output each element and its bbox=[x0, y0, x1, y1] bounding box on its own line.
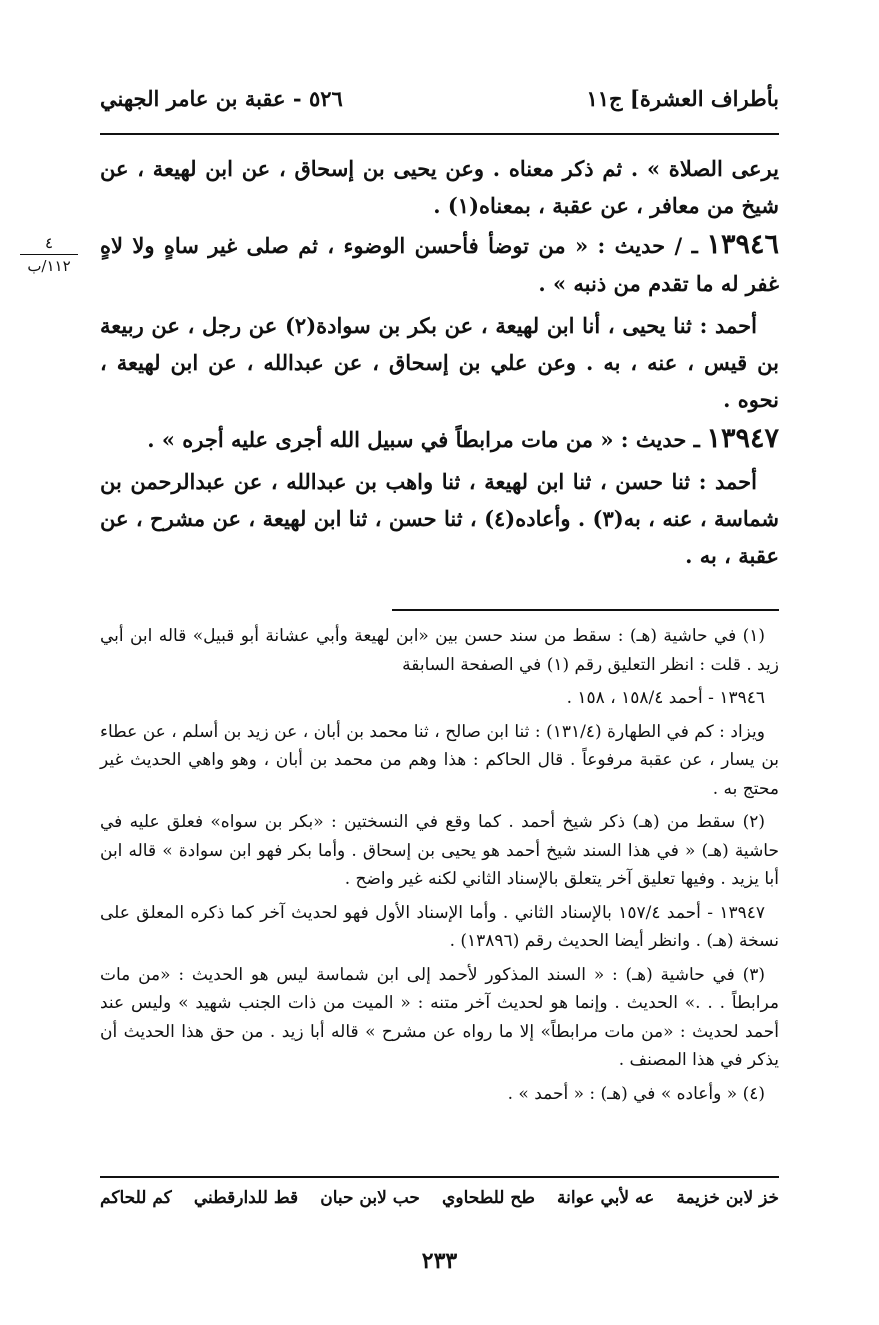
footer-rule bbox=[100, 1176, 779, 1178]
abbr-item: عه لأبي عوانة bbox=[557, 1188, 655, 1208]
isnad-paragraph: أحمد : ثنا يحيى ، أنا ابن لهيعة ، عن بكر بن سوادة(٢) عن رجل ، عن ربيعة بن قيس ، عنه ، به . وعن علي بن إسحاق ، عن عبدالله ، عن ابن لهيعة ، نحوه . bbox=[100, 313, 779, 412]
running-header bbox=[100, 86, 779, 126]
header-rule bbox=[100, 133, 779, 135]
main-text bbox=[100, 150, 779, 574]
abbr-item: خز لابن خزيمة bbox=[676, 1188, 779, 1208]
header-chapter-title: ٥٢٦ - عقبة بن عامر الجهني bbox=[100, 86, 343, 111]
header-volume-title: بأطراف العشرة] ج١١ bbox=[586, 86, 779, 111]
footnote-1: (١) في حاشية (هـ) : سقط من سند حسن بين «ابن لهيعة وأبي عشانة أبو قبيل» قاله ابن أبي زيد . قلت : انظر التعليق رقم (١) في الصفحة السابقة bbox=[100, 626, 779, 675]
margin-note-bottom: ١١٢/ب bbox=[27, 257, 71, 275]
abbr-item: كم للحاكم bbox=[100, 1188, 172, 1208]
hadith-13946 bbox=[100, 226, 779, 303]
hadith-number: ١٣٩٤٧ bbox=[706, 423, 779, 454]
footnotes bbox=[100, 622, 779, 1113]
footnote-2: (٢) سقط من (هـ) ذكر شيخ أحمد . كما وقع في النسختين : «بكر بن سواه» فعلق عليه في حاشية (هـ) « في هذا السند شيخ أحمد هو يحيى بن إسحاق . وأما بكر فهو ابن سوادة » قاله ابن أبا يزيد . وفيها تعليق آخر يتعلق بالإسناد الثاني لكنه غير واضح . bbox=[100, 812, 779, 889]
margin-note-top: ٤ bbox=[20, 234, 78, 255]
hadith-number: ١٣٩٤٦ bbox=[706, 229, 779, 260]
margin-folio-note bbox=[20, 234, 78, 275]
footnote-4: (٤) « وأعاده » في (هـ) : « أحمد » . bbox=[507, 1083, 765, 1104]
abbr-item: حب لابن حبان bbox=[320, 1188, 420, 1208]
abbr-item: قط للدارقطني bbox=[193, 1188, 299, 1208]
hadith-13947 bbox=[100, 420, 779, 459]
page-number: ٢٣٣ bbox=[421, 1248, 458, 1274]
abbr-item: طح للطحاوي bbox=[442, 1188, 535, 1208]
paragraph-continuation: يرعى الصلاة » . ثم ذكر معناه . وعن يحيى بن إسحاق ، عن ابن لهيعة ، عن شيخ من معافر ، عن عقبة ، بمعناه(١) . bbox=[100, 156, 779, 218]
footnote-rule bbox=[392, 609, 779, 611]
footnote-2-reference: ١٣٩٤٧ - أحمد ١٥٧/٤ بالإسناد الثاني . وأما الإسناد الأول فهو لحديث آخر كما ذكره المعلق على نسخة (هـ) . وانظر أيضا الحديث رقم (١٣٨٩٦) . bbox=[100, 902, 779, 951]
hadith-text: ـ / حديث : « من توضأ فأحسن الوضوء ، ثم صلى غير ساهٍ ولا لاهٍ غفر له ما تقدم من ذنبه » . bbox=[100, 233, 779, 296]
isnad-paragraph: أحمد : ثنا حسن ، ثنا ابن لهيعة ، ثنا واهب بن عبدالله ، عن عبدالرحمن بن شماسة ، عنه ، به(٣) . وأعاده(٤) ، ثنا حسن ، ثنا ابن لهيعة ، عن مشرح ، عن عقبة ، به . bbox=[100, 469, 779, 568]
abbreviations-key bbox=[100, 1188, 779, 1208]
footnote-1-reference: ١٣٩٤٦ - أحمد ١٥٨/٤ ، ١٥٨ . bbox=[566, 688, 765, 708]
hadith-text: ـ حديث : « من مات مرابطاً في سبيل الله أجرى عليه أجره » . bbox=[147, 427, 700, 452]
footnote-1-addition: ويزاد : كم في الطهارة (١٣١/٤) : ثنا ابن صالح ، ثنا محمد بن أبان ، عن زيد بن أسلم ، عن عطاء بن يسار ، عن عقبة مرفوعاً . قال الحاكم : هذا وهم من محمد بن أبان ، وهو واهي الحديث غير محتج به . bbox=[100, 721, 779, 799]
footnote-3: (٣) في حاشية (هـ) : « السند المذكور لأحمد إلى ابن شماسة ليس هو الحديث : «من مات مرابطاً . . .» الحديث . وإنما هو لحديث آخر متنه : « الميت من ذات الجنب شهيد » وليس عند أحمد لحديث : «من مات مرابطاً» إلا ما رواه عن مشرح » قاله أبا زيد . من حق هذا الحديث أن يذكر في هذا المصنف . bbox=[100, 964, 779, 1070]
